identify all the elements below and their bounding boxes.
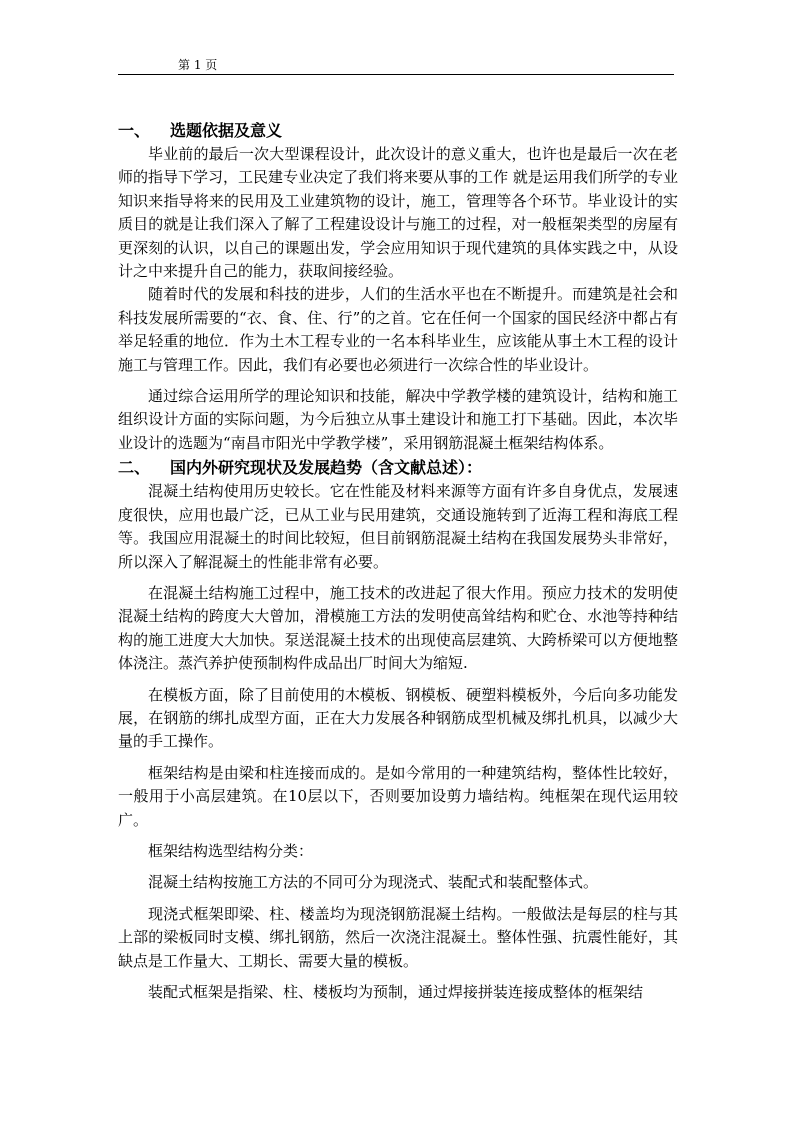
section-heading-1 xyxy=(118,118,678,143)
paragraph: 随着时代的发展和科技的进步，人们的生活水平也在不断提升。而建筑是社会和科技发展所需要的“衣、食、住、行”的之首。它在任何一个国家的国民经济中都占有举足轻重的地位．作为土木工程专业的一名本科毕业生，应该能从事土木工程的设计施工与管理工作。因此，我们有必要也必须进行一次综合性的毕业设计。 xyxy=(118,285,678,374)
page-number-label: 第 1 页 xyxy=(178,58,218,72)
page-header xyxy=(118,56,674,75)
paragraph: 框架结构选型结构分类： xyxy=(148,841,314,860)
document-body xyxy=(118,118,678,1004)
paragraph: 混凝土结构按施工方法的不同可分为现浇式、装配式和装配整体式。 xyxy=(148,873,599,892)
section-title: 选题依据及意义 xyxy=(170,121,283,140)
paragraph: 毕业前的最后一次大型课程设计，此次设计的意义重大，也许也是最后一次在老师的指导下学习，工民建专业决定了我们将来要从事的工作 就是运用我们所学的专业知识来指导将来的民用及工业建筑物的设计，施工，管理等各个环节。毕业设计的实质目的就是让我们深入了解了工程建设设计与施工的过程，对一般框架类型的房屋有更深刻的认识，以自己的课题出发，学会应用知识于现代建筑的具体实践之中，从设计之中来提升自己的能力，获取间接经验。 xyxy=(118,145,678,281)
section-number: 二、 xyxy=(118,458,151,478)
paragraph: 混凝土结构使用历史较长。它在性能及材料来源等方面有许多自身优点，发展速度很快，应用也最广泛，已从工业与民用建筑，交通设施转到了近海工程和海底工程等。我国应用混凝土的时间比较短，但目前钢筋混凝土结构在我国发展势头非常好，所以深入了解混凝土的性能非常有必要。 xyxy=(118,482,678,571)
section-heading-2 xyxy=(118,455,678,480)
section-title: 国内外研究现状及发展趋势（含文献总述）： xyxy=(170,458,483,478)
paragraph: 在混凝土结构施工过程中，施工技术的改进起了很大作用。预应力技术的发明使混凝土结构的跨度大大曾加，滑模施工方法的发明使高耸结构和贮仓、水池等持种结构的施工进度大大加快。泵送混凝土技术的出现使高层建筑、大跨桥梁可以方便地整体浇注。蒸汽养护使预制构件成品出厂时间大为缩短. xyxy=(118,583,678,673)
paragraph: 现浇式框架即梁、柱、楼盖均为现浇钢筋混凝土结构。一般做法是每层的柱与其上部的梁板同时支模、绑扎钢筋，然后一次浇注混凝土。整体性强、抗震性能好，其缺点是工作量大、工期长、需要大量的模板。 xyxy=(118,904,678,970)
paragraph: 通过综合运用所学的理论知识和技能，解决中学教学楼的建筑设计，结构和施工组织设计方面的实际问题，为今后独立从事土建设计和施工打下基础。因此，本次毕业设计的选题为“南昌市阳光中学教学楼”，采用钢筋混凝土框架结构体系。 xyxy=(118,387,678,452)
paragraph: 装配式框架是指梁、柱、楼板均为预制，通过焊接拼装连接成整体的框架结 xyxy=(148,983,644,1001)
paragraph: 在模板方面，除了目前使用的木模板、钢模板、硬塑料模板外，今后向多功能发展，在钢筋的绑扎成型方面，正在大力发展各种钢筋成型机械及绑扎机具，以减少大量的手工操作。 xyxy=(118,685,678,751)
paragraph: 框架结构是由梁和柱连接而成的。是如今常用的一种建筑结构，整体性比较好，一般用于小高层建筑。在10层以下，否则要加设剪力墙结构。纯框架在现代运用较广。 xyxy=(118,763,678,829)
section-number: 一、 xyxy=(118,121,151,140)
